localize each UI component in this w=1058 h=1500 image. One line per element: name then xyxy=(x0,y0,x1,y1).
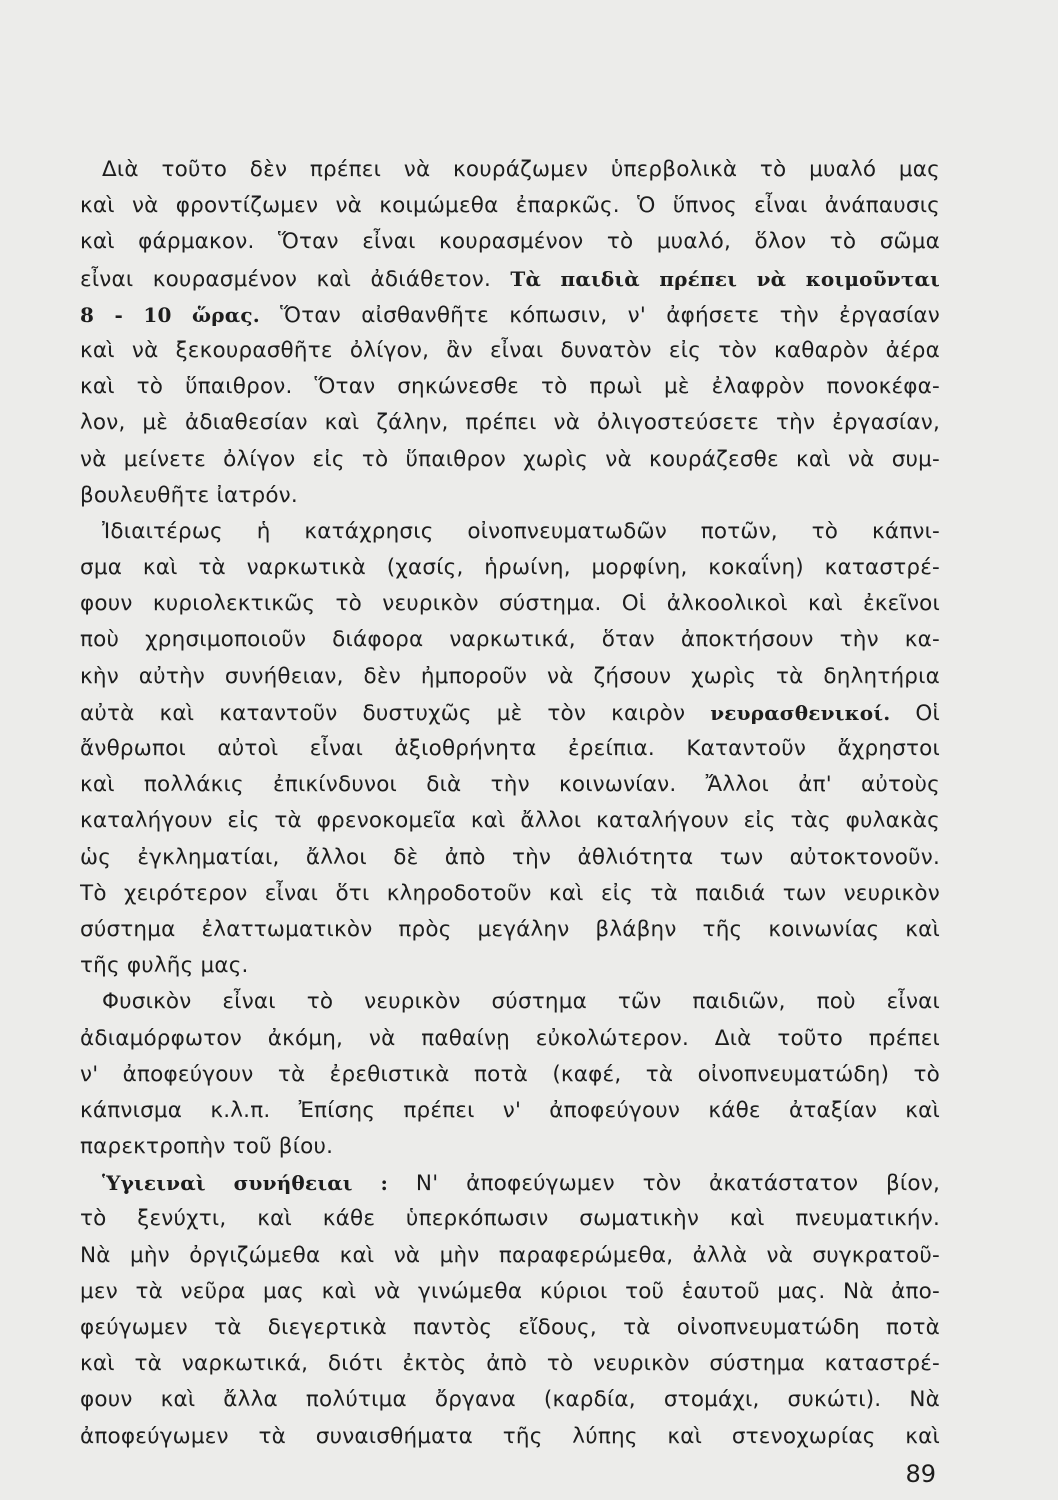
text-line xyxy=(80,695,940,731)
text-line: ν' ἀποφεύγουν τὰ ἐρεθιστικὰ ποτὰ (καφέ, τὰ οἰνοπνευματώδη) τὸ xyxy=(80,1061,940,1087)
paragraph xyxy=(80,514,940,984)
text-line: φουν καὶ ἄλλα πολύτιμα ὄργανα (καρδία, στομάχι, συκώτι). Νὰ xyxy=(80,1387,940,1413)
text-line: Διὰ τοῦτο δὲν πρέπει νὰ κουράζωμεν ὑπερβολικὰ τὸ μυαλό μας xyxy=(102,157,940,182)
bold-text: 8 - 10 ὥρας. xyxy=(80,302,260,327)
text-line xyxy=(80,297,940,333)
text-line xyxy=(80,261,940,297)
text-line: Νὰ μὴν ὀργιζώμεθα καὶ νὰ μὴν παραφερώμεθα, ἀλλὰ νὰ συγκρατοῦ- xyxy=(80,1242,940,1268)
text-line: φεύγωμεν τὰ διεγερτικὰ παντὸς εἴδους, τὰ οἰνοπνευματώδη ποτὰ xyxy=(80,1315,940,1340)
paragraph xyxy=(80,152,940,514)
paragraph xyxy=(80,1165,940,1455)
text-run: Ν' ἀποφεύγωμεν τὸν ἀκατάστατον βίον, xyxy=(415,1171,940,1197)
text-line: καὶ φάρμακον. Ὅταν εἶναι κουρασμένον τὸ μυαλό, ὅλον τὸ σῶμα xyxy=(80,229,940,255)
text-line: καὶ τὸ ὕπαιθρον. Ὅταν σηκώνεσθε τὸ πρωὶ μὲ ἐλαφρὸν πονοκέφα- xyxy=(80,374,940,400)
text-run: Οἱ xyxy=(915,700,940,726)
text-line: κὴν αὐτὴν συνήθειαν, δὲν ἠμποροῦν νὰ ζήσουν χωρὶς τὰ δηλητήρια xyxy=(80,663,940,689)
text-line: καὶ νὰ φροντίζωμεν νὰ κοιμώμεθα ἐπαρκῶς. Ὁ ὕπνος εἶναι ἀνάπαυσις xyxy=(80,193,940,219)
text-line: Φυσικὸν εἶναι τὸ νευρικὸν σύστημα τῶν παιδιῶν, ποὺ εἶναι xyxy=(102,989,940,1015)
text-line: νὰ μείνετε ὀλίγον εἰς τὸ ὕπαιθρον χωρὶς νὰ κουράζεσθε καὶ νὰ συμ- xyxy=(80,446,940,472)
text-line: καταλήγουν εἰς τὰ φρενοκομεῖα καὶ ἄλλοι καταλήγουν εἰς τὰς φυλακὰς xyxy=(80,808,940,834)
text-line: τὸ ξενύχτι, καὶ κάθε ὑπερκόπωσιν σωματικὴν καὶ πνευματικήν. xyxy=(80,1206,940,1232)
text-line: κάπνισμα κ.λ.π. Ἐπίσης πρέπει ν' ἀποφεύγουν κάθε ἀταξίαν καὶ xyxy=(80,1097,940,1123)
page-number: 89 xyxy=(905,1460,936,1488)
text-line: καὶ πολλάκις ἐπικίνδυνοι διὰ τὴν κοινωνίαν. Ἄλλοι ἀπ' αὐτοὺς xyxy=(80,772,940,798)
bold-text: Ὑγιειναὶ συνήθειαι : xyxy=(102,1171,389,1196)
text-line: σμα καὶ τὰ ναρκωτικὰ (χασίς, ἡρωίνη, μορφίνη, κοκαΐνη) καταστρέ- xyxy=(80,555,940,581)
text-line: ἄνθρωποι αὐτοὶ εἶναι ἀξιοθρήνητα ἐρείπια. Καταντοῦν ἄχρηστοι xyxy=(80,736,940,761)
text-line: Ἰδιαιτέρως ἡ κατάχρησις οἰνοπνευματωδῶν ποτῶν, τὸ κάπνι- xyxy=(102,518,940,544)
text-line: μεν τὰ νεῦρα μας καὶ νὰ γινώμεθα κύριοι τοῦ ἑαυτοῦ μας. Νὰ ἀπο- xyxy=(80,1278,940,1304)
text-line: ὡς ἐγκληματίαι, ἄλλοι δὲ ἀπὸ τὴν ἀθλιότητα των αὐτοκτονοῦν. xyxy=(80,844,940,870)
text-line: καὶ τὰ ναρκωτικά, διότι ἐκτὸς ἀπὸ τὸ νευρικὸν σύστημα καταστρέ- xyxy=(80,1351,940,1377)
page-body xyxy=(80,152,940,1455)
paragraph xyxy=(80,984,940,1165)
text-line: Τὸ χειρότερον εἶναι ὅτι κληροδοτοῦν καὶ εἰς τὰ παιδιά των νευρικὸν xyxy=(80,880,940,906)
text-line: βουλευθῆτε ἰατρόν. xyxy=(80,482,298,508)
bold-text: Τὰ παιδιὰ πρέπει νὰ κοιμοῦνται xyxy=(510,266,940,291)
bold-text: νευρασθενικοί. xyxy=(710,700,891,725)
text-line: ἀποφεύγωμεν τὰ συναισθήματα τῆς λύπης καὶ στενοχωρίας καὶ xyxy=(80,1423,940,1449)
text-line: ποὺ χρησιμοποιοῦν διάφορα ναρκωτικά, ὅταν ἀποκτήσουν τὴν κα- xyxy=(80,627,940,653)
text-run: εἶναι κουρασμένον καὶ ἀδιάθετον. xyxy=(80,266,492,292)
text-line: σύστημα ἐλαττωματικὸν πρὸς μεγάλην βλάβην τῆς κοινωνίας καὶ xyxy=(80,916,940,942)
text-line: παρεκτροπὴν τοῦ βίου. xyxy=(80,1134,334,1160)
text-line xyxy=(80,1165,940,1201)
text-line: τῆς φυλῆς μας. xyxy=(80,953,249,979)
text-run: Ὅταν αἰσθανθῆτε κόπωσιν, ν' ἀφήσετε τὴν ἐργασίαν xyxy=(280,302,940,328)
text-line: καὶ νὰ ξεκουρασθῆτε ὀλίγον, ἂν εἶναι δυνατὸν εἰς τὸν καθαρὸν ἀέρα xyxy=(80,337,940,363)
text-line: λον, μὲ ἀδιαθεσίαν καὶ ζάλην, πρέπει νὰ ὀλιγοστεύσετε τὴν ἐργασίαν, xyxy=(80,410,940,436)
text-run: αὐτὰ καὶ καταντοῦν δυστυχῶς μὲ τὸν καιρὸν xyxy=(80,700,686,726)
text-line: φουν κυριολεκτικῶς τὸ νευρικὸν σύστημα. Οἱ ἀλκοολικοὶ καὶ ἐκεῖνοι xyxy=(80,591,940,617)
text-line: ἀδιαμόρφωτον ἀκόμη, νὰ παθαίνῃ εὐκολώτερον. Διὰ τοῦτο πρέπει xyxy=(80,1025,940,1051)
